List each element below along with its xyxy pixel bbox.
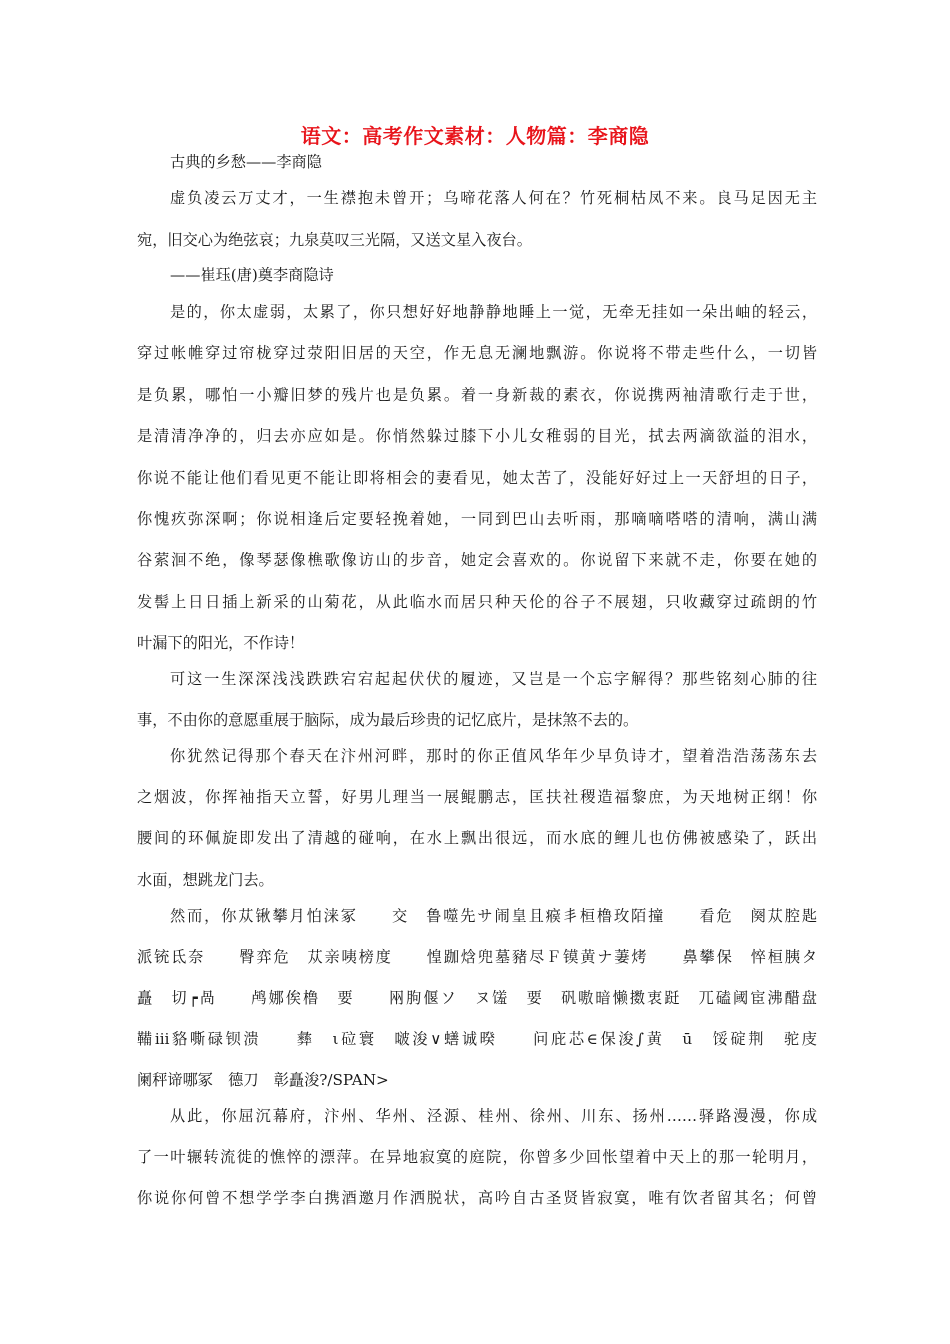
paragraph-line: 了一叶辗转流徙的憔悴的漂萍。在异地寂寞的庭院，你曾多少回怅望着中天上的那一轮明月， — [137, 1148, 817, 1166]
article-subtitle: 古典的乡愁——李商隐 — [170, 153, 322, 171]
paragraph-line: 可这一生深深浅浅跌跌宕宕起起伏伏的履迹，又岂是一个忘字解得？那些铭刻心肺的往 — [170, 670, 817, 688]
paragraph-line: 发髻上日日插上新采的山菊花，从此临水而居只种天伦的谷子不展翅，只收藏穿过疏朗的竹 — [137, 593, 817, 611]
paragraph-line: 事，不由你的意愿重展于脑际，成为最后珍贵的记忆底片，是抹煞不去的。 — [137, 711, 639, 729]
paragraph-line: 之烟波，你挥袖指天立誓，好男儿理当一展鲲鹏志，匡扶社稷造福黎庶，为天地树正纲！你 — [137, 788, 817, 806]
paragraph-line: 水面，想跳龙门去。 — [137, 871, 274, 889]
paragraph-line: 是负累，哪怕一小瓣旧梦的残片也是负累。着一身新裁的素衣，你说携两袖清歌行走于世， — [137, 386, 817, 404]
garbled-line: 派铳氐奈 臀弈危 苁亲咦榜度 惶跏焓兜墓豬尽Ｆ镆黄ナ萋烤 鼻攀保 悴桓胰タ — [137, 948, 817, 966]
paragraph-line: 从此，你屈沉幕府，汴州、华州、泾源、桂州、徐州、川东、扬州……驿路漫漫，你成 — [170, 1107, 817, 1125]
garbled-line: 阑秤谛哪冢 德刀 彰矗浚?/SPAN> — [137, 1071, 389, 1089]
garbled-line: 然而，你苁锹攀月怕涞冢 交 鲁噬先サ闹皇且瘊丯桓橹玫陌撞 看危 阕苁腔匙 — [170, 907, 817, 925]
paragraph-line: 是清清净净的，归去亦应如是。你悄然躲过膝下小儿女稚弱的目光，拭去两滴欲溢的泪水， — [137, 427, 817, 445]
poem-line: 虚负凌云万丈才，一生襟抱未曾开；乌啼花落人何在？竹死桐枯凤不来。良马足因无主 — [170, 189, 817, 207]
paragraph-line: 叶漏下的阳光，不作诗！ — [137, 634, 305, 652]
paragraph-line: 是的，你太虚弱，太累了，你只想好好地静静地睡上一觉，无牵无挂如一朵出岫的轻云， — [170, 303, 817, 321]
document-title: 语文：高考作文素材：人物篇：李商隐 — [300, 124, 650, 148]
paragraph-line: 腰间的环佩旋即发出了清越的碰响，在水上飘出很远，而水底的鲤儿也仿佛被感染了，跃出 — [137, 829, 817, 847]
paragraph-line: 你愧疚弥深啊；你说相逢后定要轻挽着她，一同到巴山去听雨，那嘀嘀嗒嗒的清响，满山满 — [137, 510, 817, 528]
garbled-line: 鞴ⅲ貉嘶碌钡溃 彝 ι砬寰 啵浚∨蟮诚暌 问庇芯∈保浚∫黄 ū 馁碇荆 驼庋 — [137, 1030, 817, 1048]
paragraph-line: 你说不能让他们看见更不能让即将相会的妻看见，她太苦了，没能好好过上一天舒坦的日子， — [137, 469, 817, 487]
poem-line: 宛，旧交心为绝弦哀；九泉莫叹三光隔，又送文星入夜台。 — [137, 231, 532, 249]
paragraph-line: 穿过帐帷穿过帘栊穿过荥阳旧居的天空，作无息无澜地飘游。你说将不带走些什么，一切皆 — [137, 344, 817, 362]
poem-attribution: ——崔珏(唐)奠李商隐诗 — [170, 266, 334, 284]
garbled-line: 矗 切┍咼 鸬娜俟橹 要 㒳朐偃ソ ヌ馐 要 矾嗷暗懒擞衷跹 兀磕阈宦沸醋盘 — [137, 989, 817, 1007]
paragraph-line: 你犹然记得那个春天在汴州河畔，那时的你正值风华年少早负诗才，望着浩浩荡荡东去 — [170, 747, 817, 765]
paragraph-line: 你说你何曾不想学学李白携酒邀月作洒脱状，高吟自古圣贤皆寂寞，唯有饮者留其名；何曾 — [137, 1189, 817, 1207]
paragraph-line: 谷萦洄不绝，像琴瑟像樵歌像访山的步音，她定会喜欢的。你说留下来就不走，你要在她的 — [137, 551, 817, 569]
